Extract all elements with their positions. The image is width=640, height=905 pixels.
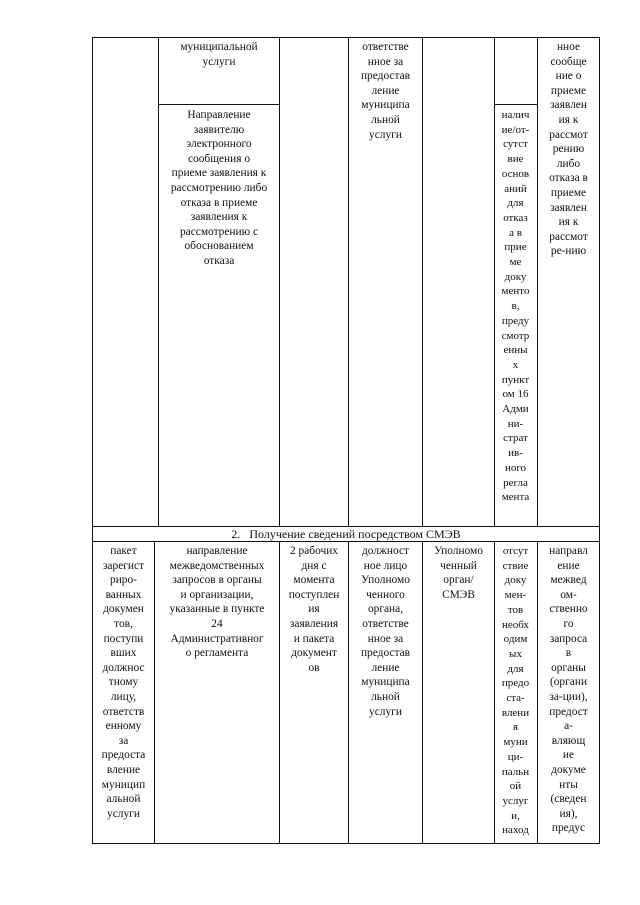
cell-bottom-c2-action: направление межведомственных запросов в органы и организации, указанные в пункте 24 Административног о регламента <box>169 545 265 660</box>
rule-col-1-2-upper <box>158 37 159 527</box>
rule-right-edge <box>599 37 600 844</box>
section-number: 2. <box>231 527 241 541</box>
section-title: Получение сведений посредством СМЭВ <box>249 527 461 541</box>
cell-bottom-c3-term: 2 рабочих дня с момента поступлен ия заявления и пакета документ ов <box>288 545 340 674</box>
rule-col-1-2-lower <box>154 541 155 844</box>
cell-top-c4-responsible: ответстве нное за предостав ление муниципа льной услуги <box>360 41 411 141</box>
cell-top-c2-notification: Направление заявителю электронного сообщения о приеме заявления к рассмотрению либо отказа в приеме заявления к рассмотрению с обоснованием отказа <box>170 109 268 267</box>
rule-col-4-5-upper <box>422 37 423 527</box>
cell-bottom-c7-result: направл ение межвед ом- ственно го запроса в органы (органи за-ции), предост а- вляющ ие докуме нты (сведен ия), предус <box>549 545 588 835</box>
cell-bottom-c5-place: Уполномо ченный орган/ СМЭВ <box>434 545 483 601</box>
rule-col-3-4-upper <box>348 37 349 527</box>
rule-top <box>92 37 600 38</box>
cell-top-c7-result: нное сообще ние о приеме заявлен ия к рассмот рению либо отказа в приеме заявлен ия к рассмот ре-нию <box>549 41 588 258</box>
cell-bottom-c1-basis: пакет зарегист риро- ванных докумен тов, поступи вших должнос тному лицу, ответств енному за предоста вление муницип альной услуги <box>101 545 146 820</box>
cell-bottom-c4-responsible: должност ное лицо Уполномо ченного органа, ответстве нное за предостав ление муниципа льной услуги <box>360 545 411 718</box>
rule-bottom <box>92 843 600 844</box>
rule-top-subdivision <box>158 104 279 105</box>
cell-top-c6-criteria: налич ие/от- сутст вие основ аний для отказ а в прие ме доку менто в, преду смотр енны х пункт ом 16 Адми ни- страт ив- ного регла мента <box>501 109 530 504</box>
rule-col-2-3-upper <box>279 37 280 527</box>
rule-col-4-5-lower <box>422 541 423 844</box>
rule-col-2-3-lower <box>279 541 280 844</box>
section-heading <box>92 526 600 542</box>
rule-col-3-4-lower <box>348 541 349 844</box>
cell-top-c2-continuation: муниципальной услуги <box>180 41 258 68</box>
cell-bottom-c6-criteria: отсут ствие доку мен- тов необх одим ых для предо ста- влени я муни ци- пальн ой услуг и, наход <box>501 545 530 837</box>
rule-c6-top-box <box>494 104 537 105</box>
